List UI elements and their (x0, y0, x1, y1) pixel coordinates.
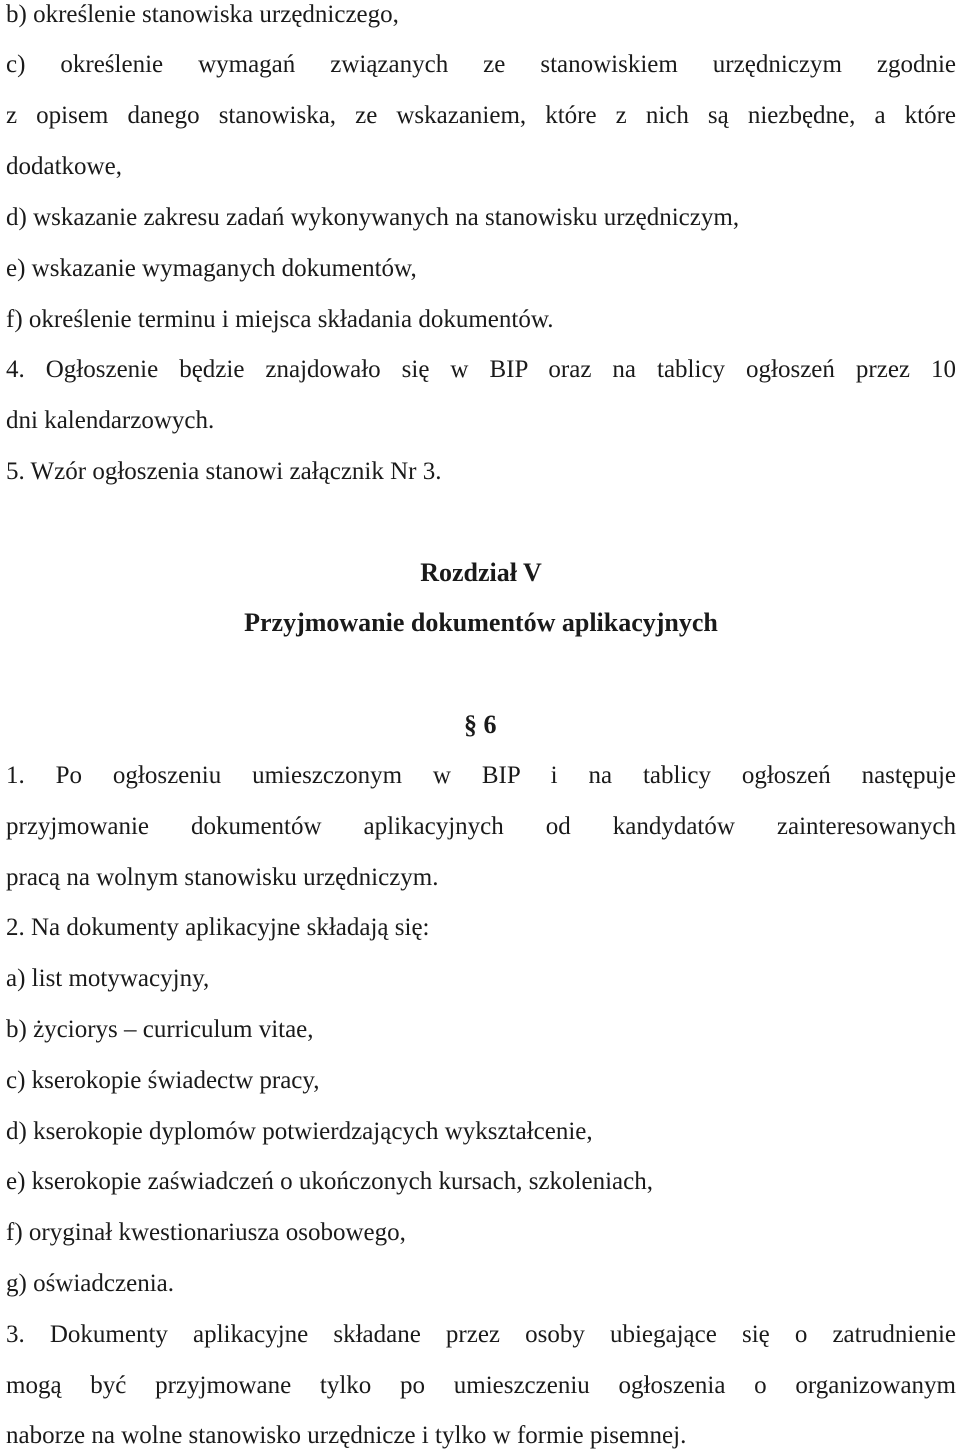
section-6-point-1-line-3: pracą na wolnym stanowisku urzędniczym. (6, 864, 439, 891)
paragraph-4-line-1: 4. Ogłoszenie będzie znajdowało się w BIP oraz na tablicy ogłoszeń przez 10 (6, 356, 956, 383)
list-item-e: e) wskazanie wymaganych dokumentów, (6, 255, 417, 282)
section-number: § 6 (464, 710, 497, 739)
list-item-c: c) kserokopie świadectw pracy, (6, 1067, 320, 1094)
list-item-c-line-2: z opisem danego stanowiska, ze wskazaniem, które z nich są niezbędne, a które (6, 102, 956, 129)
section-6-point-1-line-1: 1. Po ogłoszeniu umieszczonym w BIP i na tablicy ogłoszeń następuje (6, 762, 956, 789)
list-item-a: a) list motywacyjny, (6, 965, 210, 992)
section-6-point-1-line-2: przyjmowanie dokumentów aplikacyjnych od kandydatów zainteresowanych (6, 813, 956, 840)
section-6-point-3-line-1: 3. Dokumenty aplikacyjne składane przez osoby ubiegające się o zatrudnienie (6, 1321, 956, 1348)
chapter-title: Przyjmowanie dokumentów aplikacyjnych (244, 608, 718, 637)
list-item-b: b) określenie stanowiska urzędniczego, (6, 1, 399, 28)
list-item-b: b) życiorys – curriculum vitae, (6, 1016, 314, 1043)
list-item-d: d) kserokopie dyplomów potwierdzających wykształcenie, (6, 1118, 593, 1145)
list-item-g: g) oświadczenia. (6, 1270, 174, 1297)
list-item-f: f) oryginał kwestionariusza osobowego, (6, 1219, 406, 1246)
list-item-e: e) kserokopie zaświadczeń o ukończonych kursach, szkoleniach, (6, 1168, 653, 1195)
list-item-c-line-3: dodatkowe, (6, 153, 122, 180)
section-6-point-3-line-3: naborze na wolne stanowisko urzędnicze i tylko w formie pisemnej. (6, 1422, 687, 1449)
list-item-c-line-1: c) określenie wymagań związanych ze stanowiskiem urzędniczym zgodnie (6, 51, 956, 78)
chapter-heading: Rozdział V (420, 558, 542, 587)
list-item-d: d) wskazanie zakresu zadań wykonywanych na stanowisku urzędniczym, (6, 204, 740, 231)
paragraph-5: 5. Wzór ogłoszenia stanowi załącznik Nr 3. (6, 458, 442, 485)
section-6-point-3-line-2: mogą być przyjmowane tylko po umieszczeniu ogłoszenia o organizowanym (6, 1372, 956, 1399)
paragraph-4-line-2: dni kalendarzowych. (6, 407, 215, 434)
list-item-f: f) określenie terminu i miejsca składania dokumentów. (6, 306, 554, 333)
section-6-point-2: 2. Na dokumenty aplikacyjne składają się: (6, 914, 430, 941)
